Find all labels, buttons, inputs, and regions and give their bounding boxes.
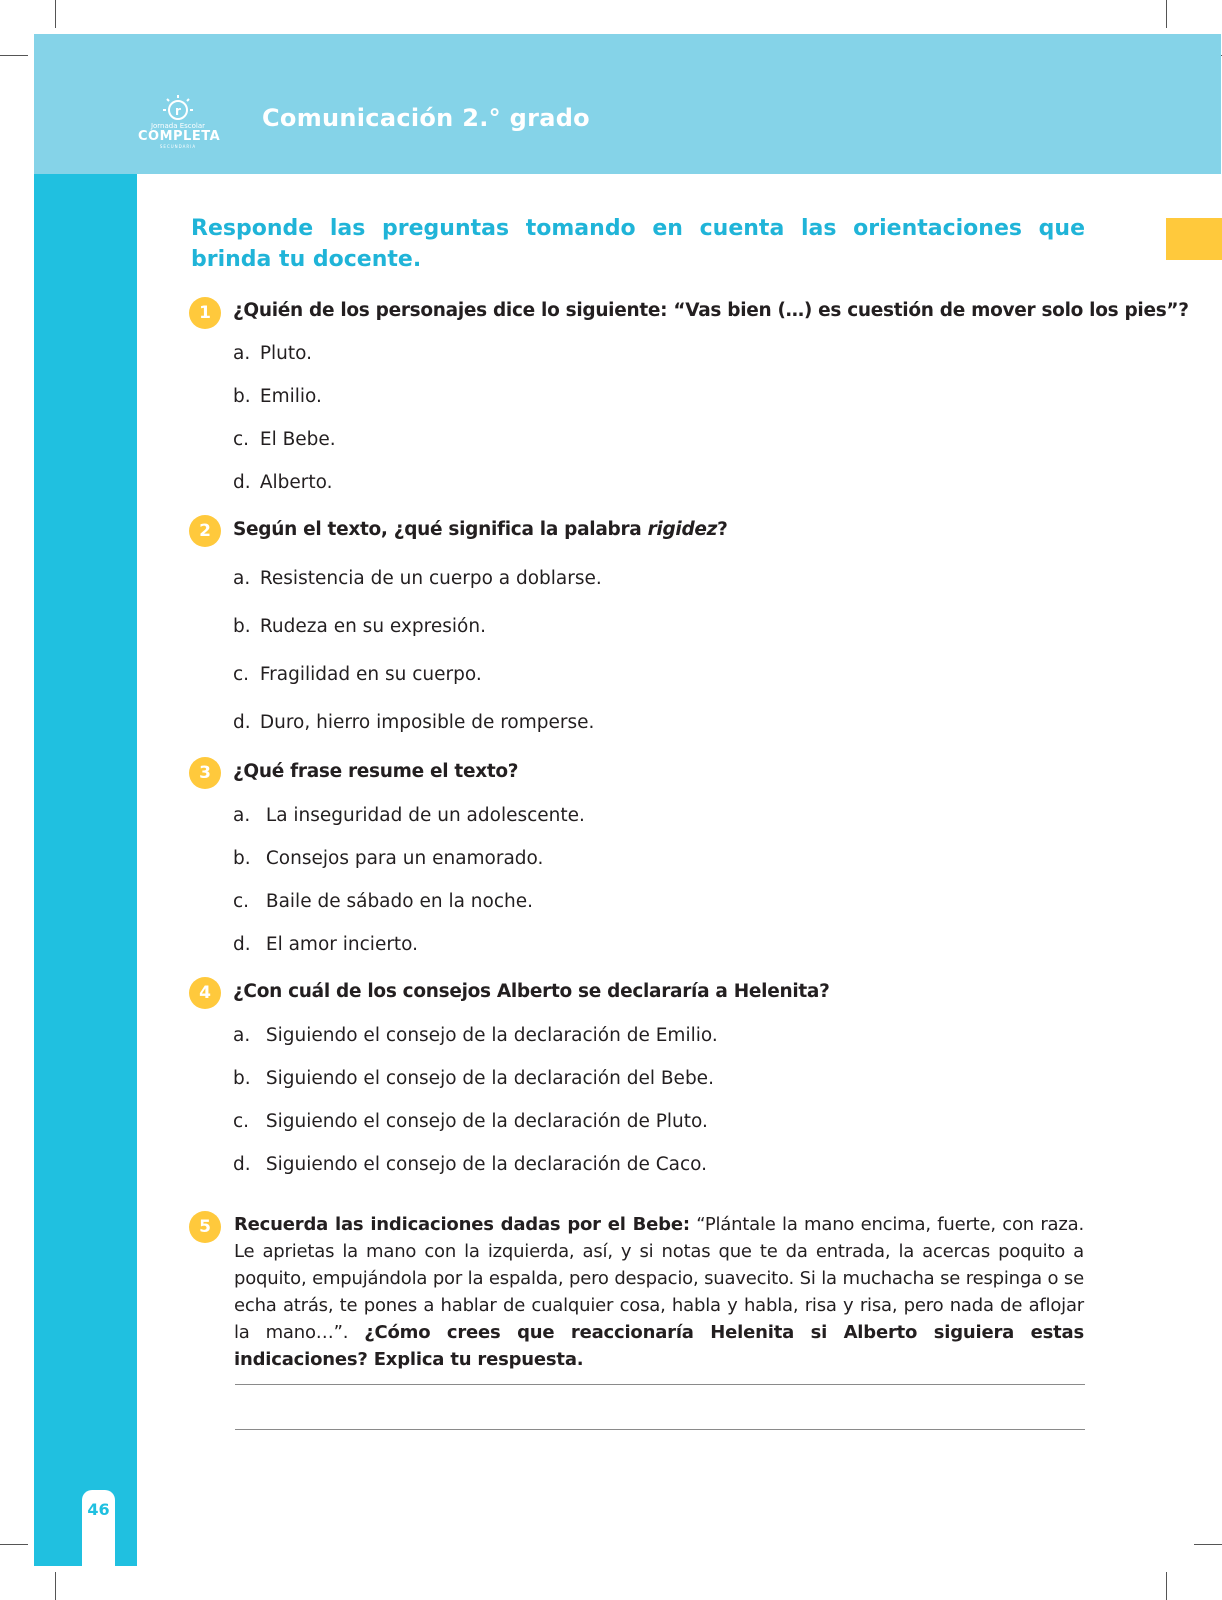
instruction-text: Responde las preguntas tomando en cuenta las orientaciones que brinda tu docente.: [191, 216, 1085, 272]
option-text: Siguiendo el consejo de la declaración de Caco.: [265, 1154, 708, 1175]
crop-mark: [0, 1544, 28, 1545]
question-text: ¿Qué frase resume el texto?: [233, 761, 519, 782]
option-item: [233, 934, 418, 955]
option-text: Siguiendo el consejo de la declaración de Pluto.: [265, 1111, 708, 1132]
option-text: Duro, hierro imposible de romperse.: [259, 712, 595, 733]
option-text: Alberto.: [259, 472, 333, 493]
option-item: [233, 848, 543, 869]
option-letter: d.: [233, 1154, 251, 1175]
option-item: [233, 1068, 714, 1089]
question-number-badge: 5: [189, 1211, 221, 1243]
question-lead: Recuerda las indicaciones dadas por el Bebe:: [234, 1214, 690, 1235]
option-letter: b.: [233, 386, 251, 407]
quoted-passage: “Plántale la mano encima, fuerte, con raza. Le aprietas la mano con la izquierda, así, y si notas que te da entrada, la acercas poquito a poquito, empujándola por la espalda, pero despacio, suavecito. Si la muchacha se respinga o se echa atrás, te pones a hablar de cualquier cosa, habla y habla, risa y risa, pero nada de aflojar la mano…”.: [234, 1214, 1084, 1343]
option-letter: c.: [233, 891, 250, 912]
question-paragraph: [234, 1211, 1084, 1373]
crop-mark: [1194, 1544, 1222, 1545]
option-letter: a.: [233, 1025, 251, 1046]
option-text: Siguiendo el consejo de la declaración del Bebe.: [265, 1068, 714, 1089]
option-item: [233, 472, 333, 493]
header-title: Comunicación 2.° grado: [262, 104, 590, 132]
crop-mark: [55, 1572, 56, 1600]
option-letter: d.: [233, 712, 251, 733]
option-letter: a.: [233, 343, 251, 364]
svg-text:r: r: [175, 104, 181, 118]
option-item: [233, 664, 482, 685]
option-text: Fragilidad en su cuerpo.: [259, 664, 482, 685]
option-text: Rudeza en su expresión.: [259, 616, 486, 637]
crop-mark: [1166, 0, 1167, 28]
question-text-part: ?: [717, 519, 728, 540]
option-letter: c.: [233, 429, 250, 450]
option-text: Resistencia de un cuerpo a doblarse.: [259, 568, 602, 589]
section-tab: [1166, 218, 1222, 260]
option-letter: c.: [233, 664, 250, 685]
question-text: [233, 519, 728, 540]
option-item: [233, 805, 585, 826]
option-item: [233, 568, 602, 589]
option-item: [233, 429, 336, 450]
option-text: Pluto.: [259, 343, 313, 364]
option-letter: a.: [233, 805, 251, 826]
question-prompt: ¿Cómo crees que reaccionaría Helenita si Alberto siguiera estas indicaciones? Explica tu respuesta.: [234, 1322, 1085, 1370]
option-text: Baile de sábado en la noche.: [265, 891, 534, 912]
logo-text-top: Jornada Escolar: [150, 122, 206, 130]
option-letter: d.: [233, 472, 251, 493]
question-number-badge: 4: [189, 977, 221, 1009]
option-text: Consejos para un enamorado.: [265, 848, 544, 869]
crop-mark: [1166, 1572, 1167, 1600]
crop-mark: [55, 0, 56, 28]
option-item: [233, 1025, 718, 1046]
option-item: [233, 343, 312, 364]
question-text: ¿Quién de los personajes dice lo siguiente: “Vas bien (…) es cuestión de mover solo los pies”?: [233, 300, 1189, 321]
option-text: Emilio.: [259, 386, 322, 407]
option-letter: b.: [233, 848, 251, 869]
question-keyword: rigidez: [647, 519, 718, 540]
header-band: [34, 34, 1221, 174]
logo-text-main: COMPLETA: [138, 129, 221, 144]
answer-line[interactable]: [235, 1384, 1085, 1385]
logo-text-sub: SECUNDARIA: [159, 144, 197, 149]
option-item: [233, 1111, 708, 1132]
option-text: El amor incierto.: [265, 934, 419, 955]
answer-line[interactable]: [235, 1429, 1085, 1430]
page-number: 46: [87, 1500, 110, 1519]
question-number-badge: 2: [189, 515, 221, 547]
option-letter: d.: [233, 934, 251, 955]
jec-logo: [138, 92, 221, 152]
question-text: ¿Con cuál de los consejos Alberto se declararía a Helenita?: [233, 981, 830, 1002]
option-text: La inseguridad de un adolescente.: [265, 805, 585, 826]
option-item: [233, 891, 533, 912]
crop-mark: [0, 55, 28, 56]
question-number-badge: 3: [189, 757, 221, 789]
left-sidebar: [34, 174, 137, 1566]
question-number-badge: 1: [189, 297, 221, 329]
option-item: [233, 616, 486, 637]
option-letter: c.: [233, 1111, 250, 1132]
option-letter: a.: [233, 568, 251, 589]
option-item: [233, 1154, 707, 1175]
option-letter: b.: [233, 616, 251, 637]
option-text: El Bebe.: [259, 429, 336, 450]
option-item: [233, 712, 594, 733]
option-letter: b.: [233, 1068, 251, 1089]
question-text-part: Según el texto, ¿qué significa la palabra: [233, 519, 648, 540]
option-text: Siguiendo el consejo de la declaración de Emilio.: [265, 1025, 718, 1046]
option-item: [233, 386, 322, 407]
